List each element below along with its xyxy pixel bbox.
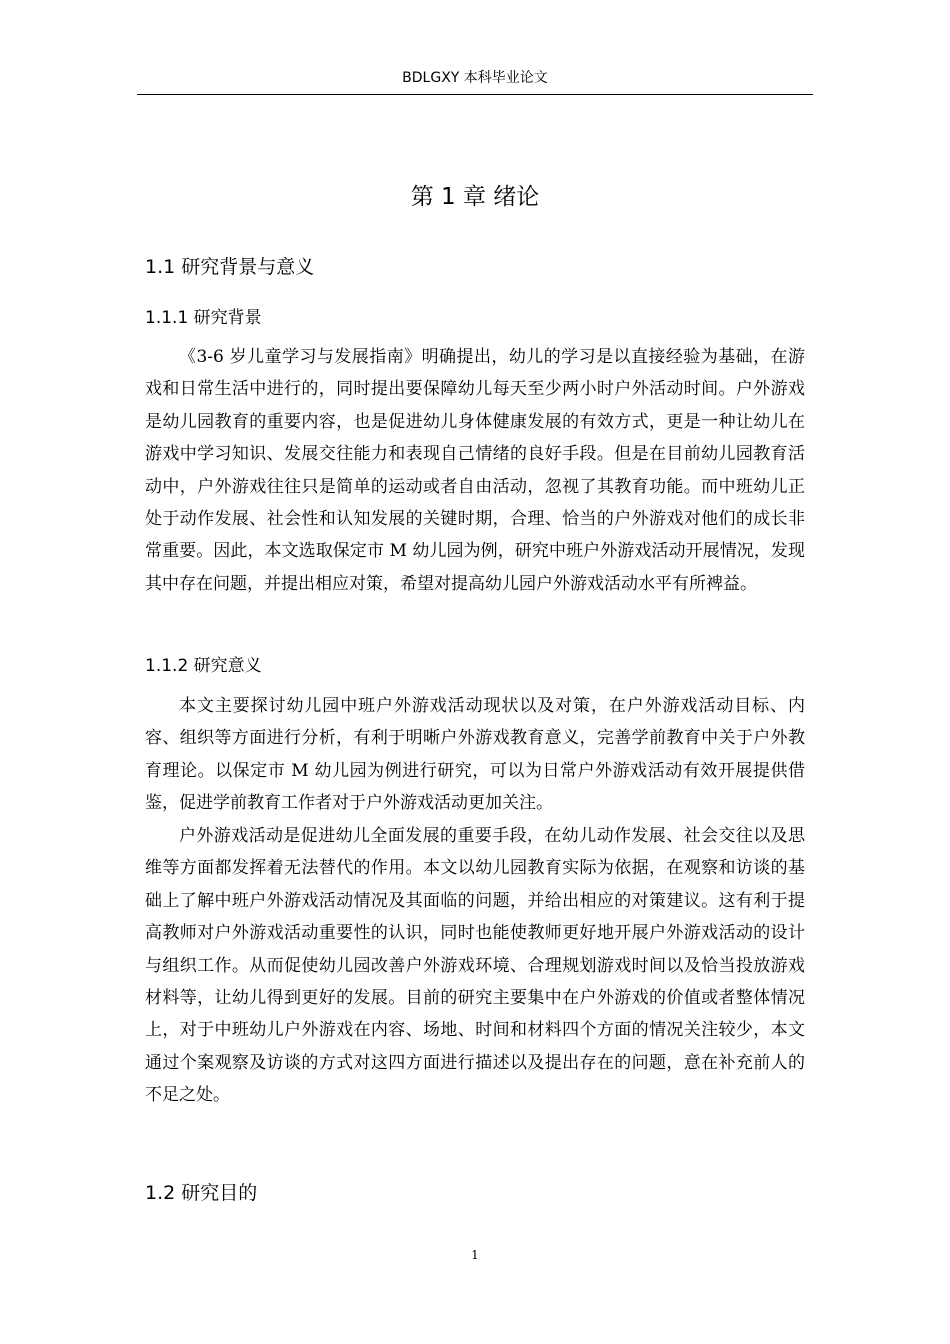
- subsection-heading-1-1-2: 1.1.2 研究意义: [145, 656, 262, 676]
- section-heading-1-2: 1.2 研究目的: [145, 1182, 258, 1204]
- section-heading-1-1: 1.1 研究背景与意义: [145, 256, 315, 278]
- paragraph-significance-1: 本文主要探讨幼儿园中班户外游戏活动现状以及对策，在户外游戏活动目标、内容、组织等方面进行分析，有利于明晰户外游戏教育意义，完善学前教育中关于户外教育理论。以保定市 M 幼儿园为例进行研究，可以为日常户外游戏活动有效开展提供借鉴，促进学前教育工作者对于户外游戏活动更加关注。: [145, 696, 805, 814]
- running-header: BDLGXY 本科毕业论文: [137, 64, 813, 95]
- paragraph-significance-2: 户外游戏活动是促进幼儿全面发展的重要手段，在幼儿动作发展、社会交往以及思维等方面都发挥着无法替代的作用。本文以幼儿园教育实际为依据，在观察和访谈的基础上了解中班户外游戏活动情况及其面临的问题，并给出相应的对策建议。这有利于提高教师对户外游戏活动重要性的认识，同时也能使教师更好地开展户外游戏活动的设计与组织工作。从而促使幼儿园改善户外游戏环境、合理规划游戏时间以及恰当投放游戏材料等，让幼儿得到更好的发展。目前的研究主要集中在户外游戏的价值或者整体情况上，对于中班幼儿户外游戏在内容、场地、时间和材料四个方面的情况关注较少，本文通过个案观察及访谈的方式对这四方面进行描述以及提出存在的问题，意在补充前人的不足之处。: [145, 826, 805, 1106]
- chapter-title: 第 1 章 绪论: [410, 184, 540, 210]
- subsection-heading-1-1-1: 1.1.1 研究背景: [145, 308, 262, 328]
- paragraph-background: 《3-6 岁儿童学习与发展指南》明确提出，幼儿的学习是以直接经验为基础，在游戏和日常生活中进行的，同时提出要保障幼儿每天至少两小时户外活动时间。户外游戏是幼儿园教育的重要内容，也是促进幼儿身体健康发展的有效方式，更是一种让幼儿在游戏中学习知识、发展交往能力和表现自己情绪的良好手段。但是在目前幼儿园教育活动中，户外游戏往往只是简单的运动或者自由活动，忽视了其教育功能。而中班幼儿正处于动作发展、社会性和认知发展的关键时期，合理、恰当的户外游戏对他们的成长非常重要。因此，本文选取保定市 M 幼儿园为例，研究中班户外游戏活动开展情况，发现其中存在问题，并提出相应对策，希望对提高幼儿园户外游戏活动水平有所裨益。: [145, 347, 805, 594]
- page-number: 1: [471, 1248, 479, 1262]
